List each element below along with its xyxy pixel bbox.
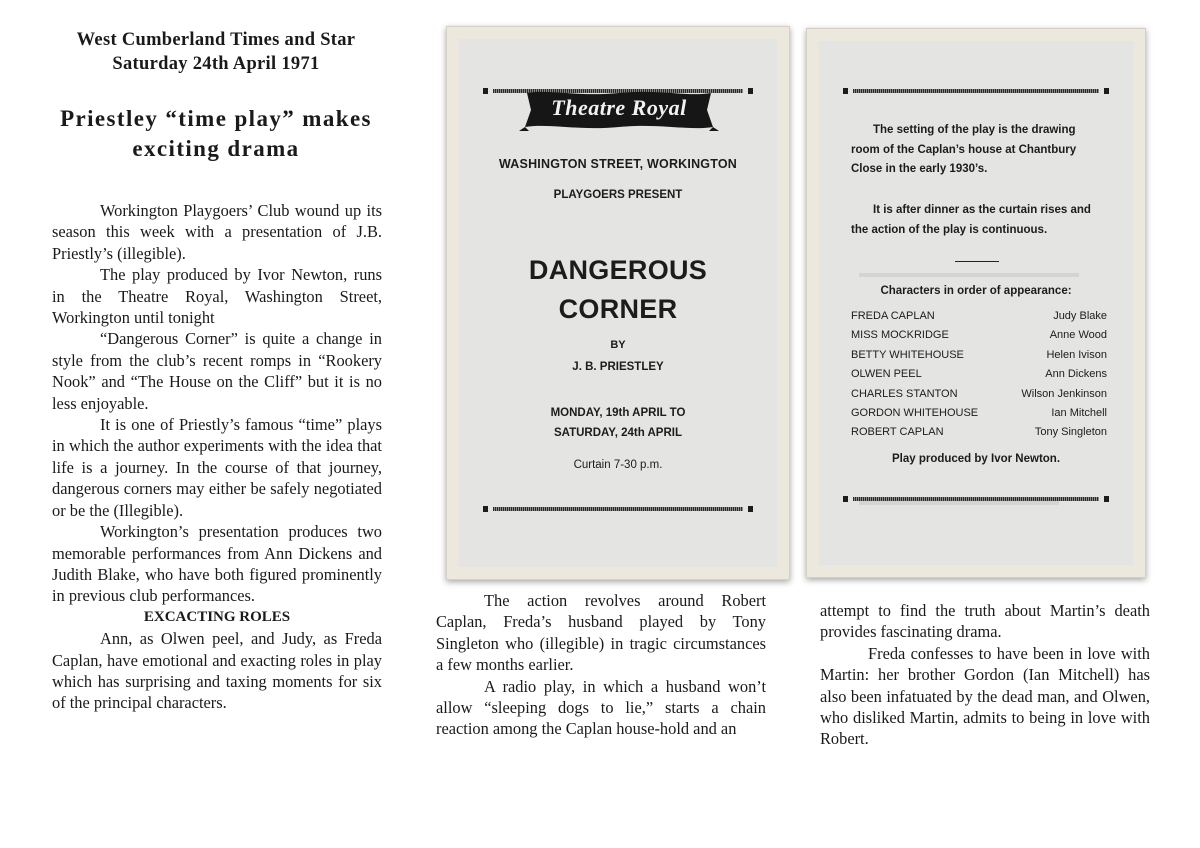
paragraph: attempt to find the truth about Martin’s death provides fascinating drama. — [820, 601, 1150, 642]
actor-name: Helen Ivison — [1046, 348, 1107, 361]
actor-name: Anne Wood — [1049, 329, 1107, 342]
dates-line-2: SATURDAY, 24th APRIL — [553, 427, 682, 439]
play-title — [459, 251, 777, 329]
character-name: CHARLES STANTON — [851, 387, 958, 400]
paragraph: Ann, as Olwen peel, and Judy, as Freda Caplan, have emotional and exacting roles in play which has surprising and taxing moments for six of the principal characters. — [52, 629, 382, 713]
play-title-line-2: CORNER — [558, 294, 678, 324]
character-name: GORDON WHITEHOUSE — [851, 407, 979, 420]
article-headline — [40, 104, 392, 164]
character-name: MISS MOCKRIDGE — [851, 329, 949, 342]
decorative-rule — [493, 507, 743, 511]
section-subheading: EXCACTING ROLES — [143, 608, 291, 625]
paragraph: “Dangerous Corner” is quite a change in style from the club’s recent romps in “Rookery Nook” and “The House on the Cliff” but it is no less enjoyable. — [52, 329, 382, 413]
show-through-mark — [859, 273, 1079, 277]
cast-row — [851, 365, 1107, 384]
by-label: BY — [610, 339, 626, 351]
publication-date: Saturday 24th April 1971 — [112, 54, 320, 74]
actor-name: Wilson Jenkinson — [1021, 387, 1107, 400]
after-dinner-text: It is after dinner as the curtain rises and the action of the play is continuous. — [851, 204, 1091, 236]
cast-row — [851, 385, 1107, 404]
newspaper-masthead — [40, 28, 392, 76]
cast-row — [851, 404, 1107, 423]
paragraph: A radio play, in which a husband won’t allow “sleeping dogs to lie,” starts a chain reaction among the Caplan house-hold and an — [436, 676, 766, 739]
decorative-rule — [853, 497, 1099, 501]
actor-name: Tony Singleton — [1034, 426, 1107, 439]
paragraph: The play produced by Ivor Newton, runs in the Theatre Royal, Washington Street, Workington until tonight — [52, 265, 382, 328]
character-name: BETTY WHITEHOUSE — [851, 348, 964, 361]
show-through-mark — [859, 501, 1059, 505]
headline-line-1: Priestley “time play” makes — [60, 106, 372, 131]
producer-credit: Play produced by Ivor Newton. — [891, 453, 1061, 465]
presenter-line: PLAYGOERS PRESENT — [553, 189, 683, 201]
actor-name: Judy Blake — [1053, 310, 1107, 322]
theatre-address: WASHINGTON STREET, WORKINGTON — [499, 157, 737, 171]
setting-text: The setting of the play is the drawing room of the Caplan’s house at Chantbury Close in the early 1930’s. — [851, 124, 1077, 175]
continuity-note — [851, 201, 1107, 240]
decorative-rule — [853, 89, 1099, 93]
setting-note — [851, 121, 1107, 180]
character-name: ROBERT CAPLAN — [851, 426, 944, 439]
paragraph: Freda confesses to have been in love with Martin: her brother Gordon (Ian Mitchell) has also been infatuated by the dead man, and Olwen, who disliked Martin, admits to being in love with Robert. — [820, 643, 1150, 749]
newspaper-name: West Cumberland Times and Star — [76, 30, 356, 50]
paragraph: It is one of Priestly’s famous “time” plays in which the author experiments with the idea that life is a journey. In the course of that journey, dangerous corners may either be safely negotiated or be the (Illegible). — [52, 415, 382, 520]
divider — [955, 261, 999, 262]
banner-title: Theatre Royal — [551, 95, 687, 120]
cast-row — [851, 307, 1107, 326]
cast-heading: Characters in order of appearance: — [880, 285, 1072, 297]
cast-row — [851, 346, 1107, 365]
author-name: J. B. PRIESTLEY — [572, 361, 664, 373]
actor-name: Ian Mitchell — [1051, 407, 1107, 420]
paragraph: The action revolves around Robert Caplan, Freda’s husband played by Tony Singleton who (illegible) in tragic circumstances a few months earlier. — [436, 591, 766, 675]
article-column-right — [820, 600, 1150, 750]
cast-row — [851, 423, 1107, 442]
paragraph: Workington’s presentation produces two memorable performances from Ann Dickens and Judith Blake, who have both figured prominently in previous club performances. — [52, 522, 382, 606]
headline-line-2: exciting drama — [132, 136, 300, 161]
programme-front — [459, 39, 777, 567]
article-column-left — [52, 200, 382, 714]
theatre-royal-banner — [519, 87, 719, 133]
cast-list — [851, 307, 1107, 443]
character-name: FREDA CAPLAN — [851, 310, 935, 322]
actor-name: Ann Dickens — [1045, 368, 1107, 381]
curtain-time: Curtain 7-30 p.m. — [573, 459, 663, 471]
programme-front-photo — [446, 26, 790, 580]
article-column-middle — [436, 590, 766, 740]
cast-row — [851, 326, 1107, 345]
play-title-line-1: DANGEROUS — [528, 255, 708, 285]
performance-dates — [459, 403, 777, 443]
character-name: OLWEN PEEL — [851, 368, 922, 381]
paragraph: Workington Playgoers’ Club wound up its season this week with a presentation of J.B. Priestly’s (illegible). — [52, 201, 382, 263]
programme-back-photo — [806, 28, 1146, 578]
dates-line-1: MONDAY, 19th APRIL TO — [550, 407, 686, 419]
programme-back — [819, 41, 1133, 565]
